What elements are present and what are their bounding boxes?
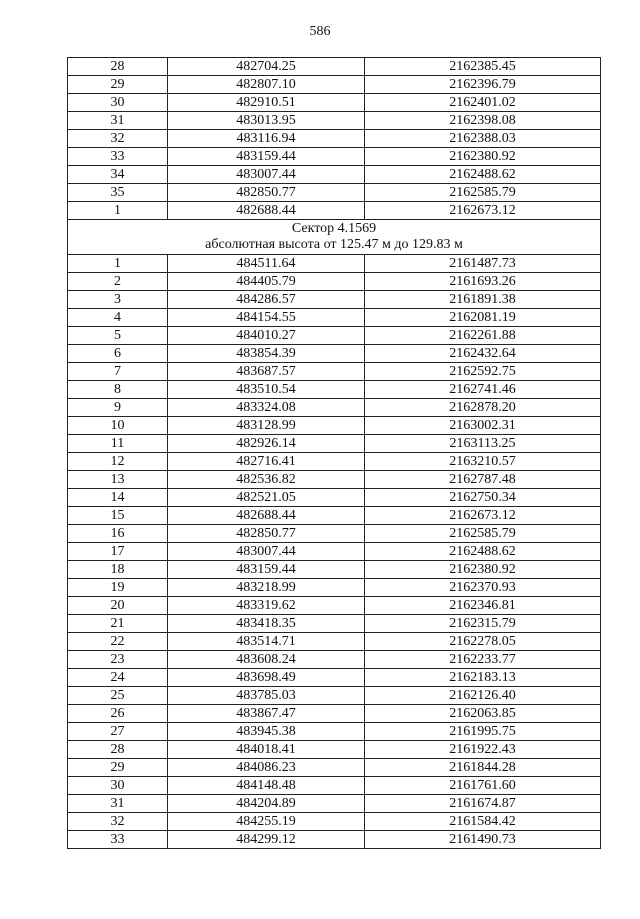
- y-coordinate-cell: 2162278.05: [365, 633, 601, 651]
- table-row: [68, 130, 601, 148]
- table-row: [68, 813, 601, 831]
- table-row: [68, 633, 601, 651]
- table-row: [68, 777, 601, 795]
- table-row: [68, 148, 601, 166]
- x-coordinate-cell: 483687.57: [168, 363, 365, 381]
- y-coordinate-cell: 2162488.62: [365, 543, 601, 561]
- y-coordinate-cell: 2162370.93: [365, 579, 601, 597]
- table-row: [68, 651, 601, 669]
- x-coordinate-cell: 482850.77: [168, 525, 365, 543]
- point-number-cell: 26: [68, 705, 168, 723]
- point-number-cell: 10: [68, 417, 168, 435]
- section-header-body: [68, 220, 601, 255]
- y-coordinate-cell: 2162261.88: [365, 327, 601, 345]
- y-coordinate-cell: 2162396.79: [365, 76, 601, 94]
- y-coordinate-cell: 2161761.60: [365, 777, 601, 795]
- x-coordinate-cell: 484299.12: [168, 831, 365, 849]
- y-coordinate-cell: 2162488.62: [365, 166, 601, 184]
- x-coordinate-cell: 483007.44: [168, 166, 365, 184]
- y-coordinate-cell: 2162388.03: [365, 130, 601, 148]
- x-coordinate-cell: 482910.51: [168, 94, 365, 112]
- point-number-cell: 33: [68, 831, 168, 849]
- table-row: [68, 759, 601, 777]
- table-row: [68, 94, 601, 112]
- table-row: [68, 489, 601, 507]
- x-coordinate-cell: 482850.77: [168, 184, 365, 202]
- x-coordinate-cell: 482704.25: [168, 58, 365, 76]
- point-number-cell: 22: [68, 633, 168, 651]
- point-number-cell: 28: [68, 741, 168, 759]
- table-row: [68, 831, 601, 849]
- point-number-cell: 18: [68, 561, 168, 579]
- y-coordinate-cell: 2162787.48: [365, 471, 601, 489]
- y-coordinate-cell: 2163210.57: [365, 453, 601, 471]
- table-row: [68, 561, 601, 579]
- y-coordinate-cell: 2162380.92: [365, 561, 601, 579]
- y-coordinate-cell: 2162432.64: [365, 345, 601, 363]
- x-coordinate-cell: 483867.47: [168, 705, 365, 723]
- y-coordinate-cell: 2161487.73: [365, 255, 601, 273]
- x-coordinate-cell: 484405.79: [168, 273, 365, 291]
- y-coordinate-cell: 2162592.75: [365, 363, 601, 381]
- table-row: [68, 309, 601, 327]
- point-number-cell: 19: [68, 579, 168, 597]
- x-coordinate-cell: 483116.94: [168, 130, 365, 148]
- point-number-cell: 14: [68, 489, 168, 507]
- point-number-cell: 4: [68, 309, 168, 327]
- point-number-cell: 33: [68, 148, 168, 166]
- table-row: [68, 453, 601, 471]
- table-row: [68, 615, 601, 633]
- x-coordinate-cell: 482536.82: [168, 471, 365, 489]
- table-row: [68, 435, 601, 453]
- table-row: [68, 741, 601, 759]
- y-coordinate-cell: 2162183.13: [365, 669, 601, 687]
- point-number-cell: 21: [68, 615, 168, 633]
- table-row: [68, 399, 601, 417]
- point-number-cell: 2: [68, 273, 168, 291]
- y-coordinate-cell: 2162385.45: [365, 58, 601, 76]
- y-coordinate-cell: 2162673.12: [365, 202, 601, 220]
- y-coordinate-cell: 2161490.73: [365, 831, 601, 849]
- point-number-cell: 12: [68, 453, 168, 471]
- point-number-cell: 15: [68, 507, 168, 525]
- point-number-cell: 30: [68, 94, 168, 112]
- y-coordinate-cell: 2162878.20: [365, 399, 601, 417]
- y-coordinate-cell: 2162401.02: [365, 94, 601, 112]
- x-coordinate-cell: 484511.64: [168, 255, 365, 273]
- table-row: [68, 795, 601, 813]
- x-coordinate-cell: 483510.54: [168, 381, 365, 399]
- x-coordinate-cell: 483007.44: [168, 543, 365, 561]
- table-row: [68, 381, 601, 399]
- section-title: Сектор 4.1569: [291, 221, 377, 236]
- x-coordinate-cell: 483324.08: [168, 399, 365, 417]
- point-number-cell: 34: [68, 166, 168, 184]
- y-coordinate-cell: 2162741.46: [365, 381, 601, 399]
- x-coordinate-cell: 484018.41: [168, 741, 365, 759]
- x-coordinate-cell: 483159.44: [168, 561, 365, 579]
- y-coordinate-cell: 2162315.79: [365, 615, 601, 633]
- table-row: [68, 112, 601, 130]
- point-number-cell: 30: [68, 777, 168, 795]
- x-coordinate-cell: 483418.35: [168, 615, 365, 633]
- point-number-cell: 1: [68, 255, 168, 273]
- x-coordinate-cell: 483218.99: [168, 579, 365, 597]
- table-row: [68, 705, 601, 723]
- table-row: [68, 363, 601, 381]
- point-number-cell: 35: [68, 184, 168, 202]
- y-coordinate-cell: 2162346.81: [365, 597, 601, 615]
- table-body-after: [68, 255, 601, 849]
- table-row: [68, 273, 601, 291]
- coordinates-table: [67, 57, 601, 849]
- x-coordinate-cell: 483785.03: [168, 687, 365, 705]
- table-row: [68, 543, 601, 561]
- x-coordinate-cell: 483514.71: [168, 633, 365, 651]
- y-coordinate-cell: 2161922.43: [365, 741, 601, 759]
- x-coordinate-cell: 483319.62: [168, 597, 365, 615]
- x-coordinate-cell: 483013.95: [168, 112, 365, 130]
- point-number-cell: 28: [68, 58, 168, 76]
- x-coordinate-cell: 483945.38: [168, 723, 365, 741]
- x-coordinate-cell: 483608.24: [168, 651, 365, 669]
- point-number-cell: 13: [68, 471, 168, 489]
- y-coordinate-cell: 2162398.08: [365, 112, 601, 130]
- section-subtitle: абсолютная высота от 125.47 м до 129.83 м: [205, 237, 463, 252]
- x-coordinate-cell: 482521.05: [168, 489, 365, 507]
- point-number-cell: 16: [68, 525, 168, 543]
- point-number-cell: 20: [68, 597, 168, 615]
- x-coordinate-cell: 482807.10: [168, 76, 365, 94]
- point-number-cell: 7: [68, 363, 168, 381]
- section-header-row: [68, 220, 601, 255]
- point-number-cell: 6: [68, 345, 168, 363]
- y-coordinate-cell: 2162063.85: [365, 705, 601, 723]
- x-coordinate-cell: 483854.39: [168, 345, 365, 363]
- point-number-cell: 17: [68, 543, 168, 561]
- x-coordinate-cell: 483159.44: [168, 148, 365, 166]
- table-row: [68, 417, 601, 435]
- point-number-cell: 11: [68, 435, 168, 453]
- table-row: [68, 184, 601, 202]
- x-coordinate-cell: 482926.14: [168, 435, 365, 453]
- y-coordinate-cell: 2161844.28: [365, 759, 601, 777]
- x-coordinate-cell: 484154.55: [168, 309, 365, 327]
- point-number-cell: 8: [68, 381, 168, 399]
- table-body-before: [68, 58, 601, 220]
- x-coordinate-cell: 483698.49: [168, 669, 365, 687]
- y-coordinate-cell: 2161891.38: [365, 291, 601, 309]
- y-coordinate-cell: 2161674.87: [365, 795, 601, 813]
- x-coordinate-cell: 484286.57: [168, 291, 365, 309]
- x-coordinate-cell: 484010.27: [168, 327, 365, 345]
- point-number-cell: 1: [68, 202, 168, 220]
- x-coordinate-cell: 484255.19: [168, 813, 365, 831]
- table-row: [68, 58, 601, 76]
- section-header-cell: [68, 220, 601, 255]
- y-coordinate-cell: 2162081.19: [365, 309, 601, 327]
- table-row: [68, 291, 601, 309]
- table-row: [68, 202, 601, 220]
- page-number: 586: [309, 24, 331, 39]
- y-coordinate-cell: 2162380.92: [365, 148, 601, 166]
- table-row: [68, 327, 601, 345]
- table-row: [68, 76, 601, 94]
- x-coordinate-cell: 484148.48: [168, 777, 365, 795]
- table-row: [68, 669, 601, 687]
- point-number-cell: 5: [68, 327, 168, 345]
- y-coordinate-cell: 2162585.79: [365, 184, 601, 202]
- table-row: [68, 597, 601, 615]
- table-row: [68, 579, 601, 597]
- point-number-cell: 32: [68, 130, 168, 148]
- point-number-cell: 25: [68, 687, 168, 705]
- point-number-cell: 31: [68, 112, 168, 130]
- y-coordinate-cell: 2161995.75: [365, 723, 601, 741]
- point-number-cell: 29: [68, 76, 168, 94]
- x-coordinate-cell: 482716.41: [168, 453, 365, 471]
- point-number-cell: 24: [68, 669, 168, 687]
- y-coordinate-cell: 2162126.40: [365, 687, 601, 705]
- y-coordinate-cell: 2162233.77: [365, 651, 601, 669]
- y-coordinate-cell: 2163002.31: [365, 417, 601, 435]
- table-row: [68, 723, 601, 741]
- x-coordinate-cell: 482688.44: [168, 202, 365, 220]
- y-coordinate-cell: 2162673.12: [365, 507, 601, 525]
- x-coordinate-cell: 483128.99: [168, 417, 365, 435]
- table-row: [68, 166, 601, 184]
- table-row: [68, 471, 601, 489]
- table-row: [68, 345, 601, 363]
- table-row: [68, 687, 601, 705]
- y-coordinate-cell: 2161584.42: [365, 813, 601, 831]
- x-coordinate-cell: 482688.44: [168, 507, 365, 525]
- point-number-cell: 27: [68, 723, 168, 741]
- table-row: [68, 525, 601, 543]
- y-coordinate-cell: 2163113.25: [365, 435, 601, 453]
- point-number-cell: 31: [68, 795, 168, 813]
- table-row: [68, 255, 601, 273]
- point-number-cell: 9: [68, 399, 168, 417]
- x-coordinate-cell: 484204.89: [168, 795, 365, 813]
- y-coordinate-cell: 2162750.34: [365, 489, 601, 507]
- point-number-cell: 29: [68, 759, 168, 777]
- x-coordinate-cell: 484086.23: [168, 759, 365, 777]
- y-coordinate-cell: 2161693.26: [365, 273, 601, 291]
- y-coordinate-cell: 2162585.79: [365, 525, 601, 543]
- point-number-cell: 3: [68, 291, 168, 309]
- table-row: [68, 507, 601, 525]
- point-number-cell: 32: [68, 813, 168, 831]
- point-number-cell: 23: [68, 651, 168, 669]
